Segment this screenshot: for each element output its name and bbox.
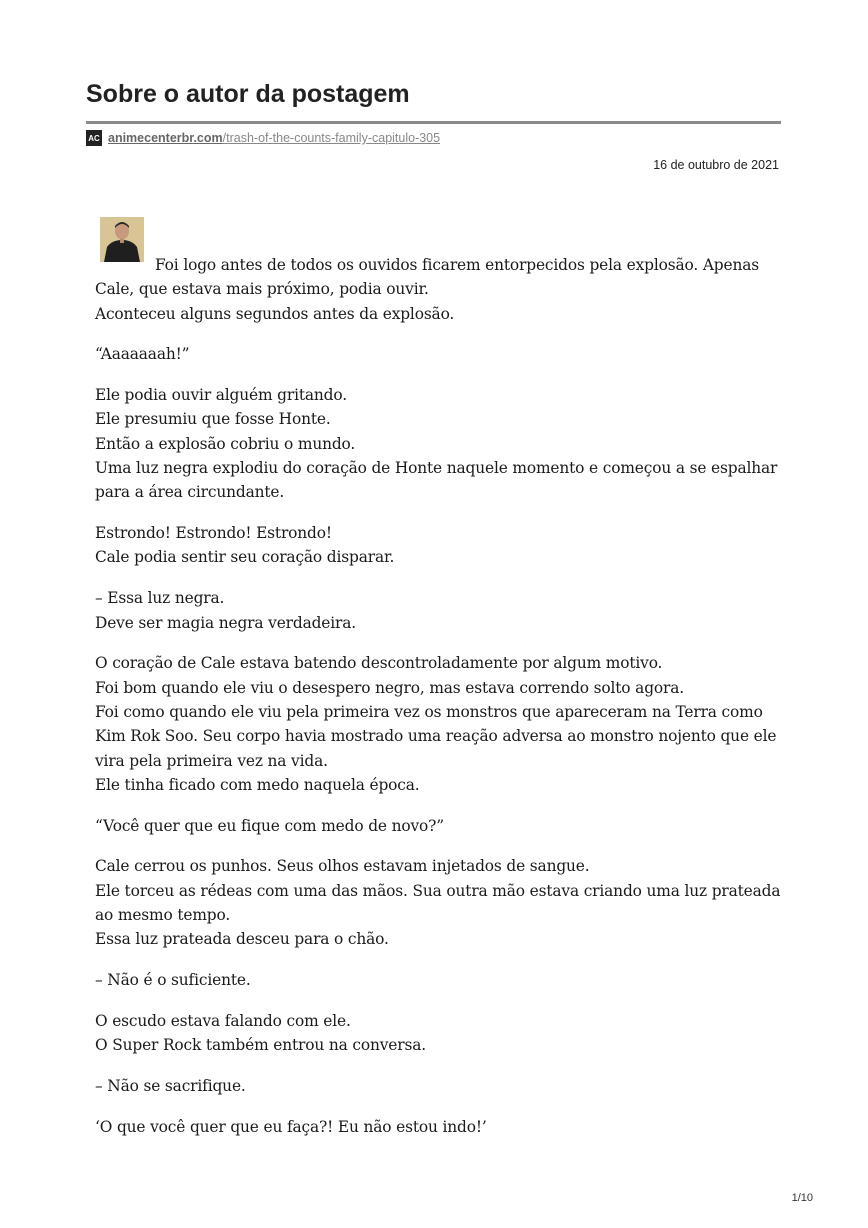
site-logo-icon: AC bbox=[86, 130, 102, 146]
source-domain[interactable]: animecenterbr.com bbox=[108, 131, 223, 145]
paragraph: ‘O que você quer que eu faça?! Eu não estou indo!’ bbox=[95, 1117, 487, 1136]
paragraph: Estrondo! Estrondo! Estrondo! Cale podia sentir seu coração disparar. bbox=[95, 524, 395, 567]
paragraph: “Aaaaaaah!” bbox=[95, 345, 190, 364]
paragraph: O coração de Cale estava batendo descontroladamente por algum motivo. Foi bom quando ele viu o desespero negro, mas estava correndo solto agora. Foi como quando ele viu pela primeira vez os monstros que apareceram na Terra como Kim Rok Soo. Seu corpo havia mostrado uma reação adversa ao monstro nojento que ele vira pela primeira vez na vida. Ele tinha ficado com medo naquela época. bbox=[95, 654, 777, 794]
post-date: 16 de outubro de 2021 bbox=[653, 158, 779, 172]
page-number: 1/10 bbox=[791, 1192, 813, 1204]
paragraph: Cale cerrou os punhos. Seus olhos estavam injetados de sangue. Ele torceu as rédeas com uma das mãos. Sua outra mão estava criando uma luz prateada ao mesmo tempo. Essa luz prateada desceu para o chão. bbox=[95, 857, 781, 949]
page-title: Sobre o autor da postagem bbox=[86, 80, 410, 108]
source-link[interactable] bbox=[86, 130, 440, 146]
paragraph: “Você quer que eu fique com medo de novo?” bbox=[95, 816, 444, 835]
source-path[interactable]: /trash-of-the-counts-family-capitulo-305 bbox=[222, 131, 441, 145]
paragraph: O escudo estava falando com ele. O Super Rock também entrou na conversa. bbox=[95, 1011, 426, 1055]
paragraph: – Não se sacrifique. bbox=[95, 1077, 246, 1096]
paragraph: Ele podia ouvir alguém gritando. Ele presumiu que fosse Honte. Então a explosão cobriu o mundo. Uma luz negra explodiu do coração de Honte naquele momento e começou a se espalhar para a área circundante. bbox=[95, 386, 778, 502]
paragraph: – Não é o suficiente. bbox=[95, 971, 251, 990]
paragraph: – Essa luz negra. Deve ser magia negra verdadeira. bbox=[95, 589, 357, 632]
article-body bbox=[95, 253, 785, 1156]
paragraph: Foi logo antes de todos os ouvidos ficarem entorpecidos pela explosão. Apenas Cale, que estava mais próximo, podia ouvir. Aconteceu alguns segundos antes da explosão. bbox=[95, 256, 760, 323]
title-divider bbox=[86, 121, 781, 124]
